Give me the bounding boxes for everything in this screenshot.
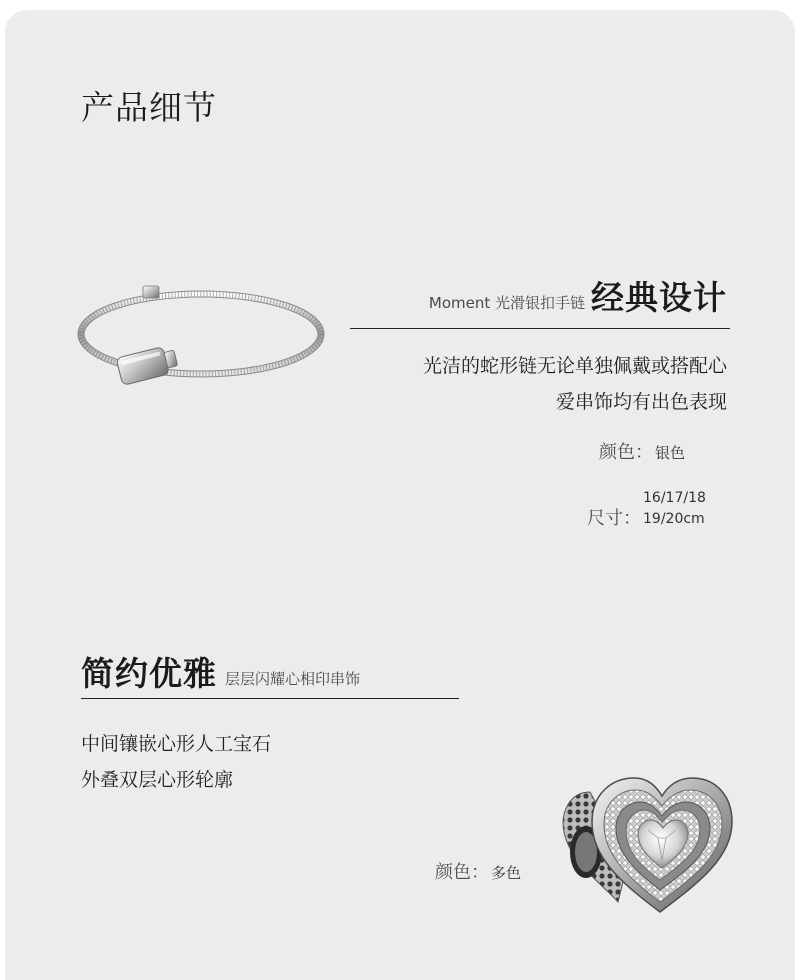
product-detail-card bbox=[5, 10, 795, 980]
color-value: 多色 bbox=[491, 864, 522, 882]
product-name: Moment 光滑银扣手链 bbox=[428, 294, 585, 312]
color-value: 银色 bbox=[654, 444, 685, 462]
elegance-heading: 简约优雅 bbox=[81, 654, 217, 693]
description-line: 外叠双层心形轮廓 bbox=[81, 769, 234, 791]
charm-name: 层层闪耀心相印串饰 bbox=[225, 670, 361, 688]
color-label: 颜色： bbox=[435, 862, 489, 883]
size-values bbox=[643, 488, 706, 530]
color-spec bbox=[599, 438, 685, 464]
color-spec bbox=[435, 858, 521, 884]
section1-heading bbox=[429, 272, 727, 319]
description-line: 光洁的蛇形链无论单独佩戴或搭配心 bbox=[422, 355, 727, 377]
divider bbox=[350, 328, 730, 329]
divider bbox=[81, 698, 459, 699]
bracelet-image bbox=[67, 272, 335, 402]
color-label: 颜色： bbox=[598, 442, 653, 463]
size-label: 尺寸： bbox=[587, 508, 641, 529]
section2-description bbox=[81, 726, 271, 798]
size-spec bbox=[587, 488, 706, 530]
description-line: 中间镶嵌心形人工宝石 bbox=[81, 733, 272, 755]
design-heading: 经典设计 bbox=[591, 278, 727, 317]
size-value: 19/20cm bbox=[643, 511, 705, 527]
section1-description bbox=[423, 348, 727, 420]
section-title: 产品细节 bbox=[81, 88, 217, 127]
description-line: 爱串饰均有出色表现 bbox=[555, 391, 727, 413]
heart-charm-image bbox=[550, 752, 740, 918]
section2-heading bbox=[81, 648, 360, 695]
size-value: 16/17/18 bbox=[643, 490, 706, 506]
